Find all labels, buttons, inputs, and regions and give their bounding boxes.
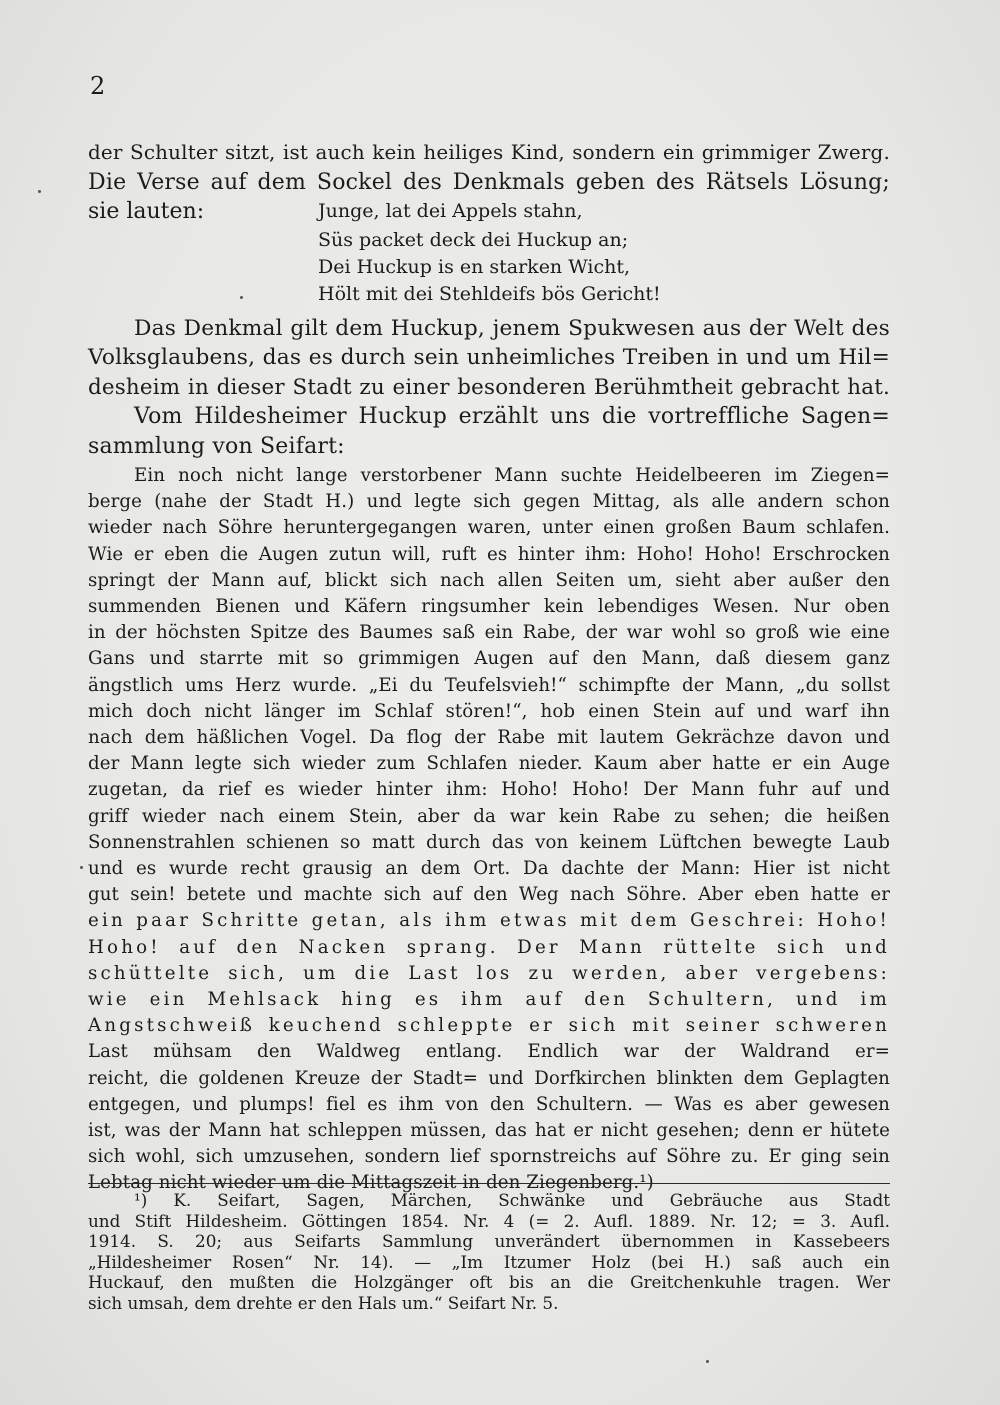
text-line: Das Denkmal gilt dem Huckup, jenem Spukwesen aus der Welt des xyxy=(134,315,890,341)
quote-line: sich wohl, sich umzusehen, sondern lief spornstreichs auf Söhre zu. Er ging sein xyxy=(88,1146,890,1168)
footnote-line: und Stift Hildesheim. Göttingen 1854. Nr. 4 (= 2. Aufl. 1889. Nr. 12; = 3. Aufl. xyxy=(88,1210,890,1231)
text-line: Die Verse auf dem Sockel des Denkmals geben des Rätsels Lösung; xyxy=(88,169,890,195)
quote-line: entgegen, und plumps! fiel es ihm von den Schultern. — Was es aber gewesen xyxy=(88,1093,890,1115)
text-line: desheim in dieser Stadt zu einer besonderen Berühmtheit gebracht hat. xyxy=(88,374,890,400)
verse-block xyxy=(88,227,890,308)
footnote-separator xyxy=(88,1183,890,1184)
quote-line: Wie er eben die Augen zutun will, ruft es hinter ihm: Hoho! Hoho! Erschrocken xyxy=(88,543,890,565)
quote-line: ein paar Schritte getan, als ihm etwas mit dem Geschrei: Hoho! xyxy=(88,910,890,932)
quote-line: wie ein Mehlsack hing es ihm auf den Schultern, und im xyxy=(88,989,890,1011)
quote-line: in der höchsten Spitze des Baumes saß ein Rabe, der war wohl so groß wie eine xyxy=(88,622,890,644)
paper-speck xyxy=(240,296,243,299)
footnote-line: Huckauf, den mußten die Holzgänger oft bis an die Greitchenkuhle tragen. Wer xyxy=(88,1272,890,1292)
quote-line: und es wurde recht grausig an dem Ort. Da dachte der Mann: Hier ist nicht xyxy=(88,858,890,880)
quote-line: ist, was der Mann hat schleppen müssen, das hat er nicht gesehen; denn er hütete xyxy=(88,1120,890,1142)
quote-line: schüttelte sich, um die Last los zu werden, aber vergebens: xyxy=(88,962,890,984)
quote-line: mich doch nicht länger im Schlaf stören!“, hob einen Stein auf und warf ihn xyxy=(88,700,890,722)
text-line: der Schulter sitzt, ist auch kein heiliges Kind, sondern ein grimmiger Zwerg. xyxy=(88,141,890,164)
verse-intro-row xyxy=(88,197,890,227)
footnote-line: „Hildesheimer Rosen“ Nr. 14). — „Im Itzumer Holz (bei H.) saß auch ein xyxy=(88,1251,890,1272)
verse-line: Süs packet deck dei Huckup an; xyxy=(318,228,629,251)
text-line: Vom Hildesheimer Huckup erzählt uns die vortreffliche Sagen= xyxy=(134,404,890,429)
paper-speck xyxy=(706,1360,709,1363)
footnote-line: ¹) K. Seifart, Sagen, Märchen, Schwänke und Gebräuche aus Stadt xyxy=(134,1190,890,1210)
quote-line: gut sein! betete und machte sich auf den Weg nach Söhre. Aber eben hatte er xyxy=(88,884,890,906)
quote-line: zugetan, da rief es wieder hinter ihm: Hoho! Hoho! Der Mann fuhr auf und xyxy=(88,779,890,801)
quote-line: berge (nahe der Stadt H.) und legte sich gegen Mittag, als alle andern schon xyxy=(88,491,890,513)
text-line: Volksglaubens, das es durch sein unheimliches Treiben in und um Hil= xyxy=(88,345,890,370)
quote-line: reicht, die goldenen Kreuze der Stadt= und Dorfkirchen blinkten dem Geplagten xyxy=(88,1067,890,1089)
page-number: 2 xyxy=(90,72,106,100)
quote-line: Gans und starrte mit so grimmigen Augen auf den Mann, daß diesem ganz xyxy=(88,648,890,670)
quote-line: Hoho! auf den Nacken sprang. Der Mann rüttelte sich und xyxy=(88,936,890,958)
verse-line: Dei Huckup is en starken Wicht, xyxy=(318,255,631,278)
paper-speck xyxy=(38,190,41,193)
quote-line: Ein noch nicht lange verstorbener Mann suchte Heidelbeeren im Ziegen= xyxy=(134,465,890,486)
footnote xyxy=(88,1190,890,1313)
footnote-line: sich umsah, dem drehte er den Hals um.“ Seifart Nr. 5. xyxy=(88,1292,559,1313)
quote-line: springt der Mann auf, blickt sich nach allen Seiten um, sieht aber außer den xyxy=(88,569,890,591)
footnote-line: 1914. S. 20; aus Seifarts Sammlung unverändert übernommen in Kassebeers xyxy=(88,1231,890,1251)
quote-line: Angstschweiß keuchend schleppte er sich mit seiner schweren xyxy=(88,1015,890,1037)
quote-line: wieder nach Söhre heruntergegangen waren, unter einen großen Baum schlafen. xyxy=(88,517,890,539)
quote-line: Last mühsam den Waldweg entlang. Endlich war der Waldrand er= xyxy=(88,1041,890,1063)
text-line: sie lauten: xyxy=(88,199,205,224)
quote-line: griff wieder nach einem Stein, aber da war kein Rabe zu sehen; die heißen xyxy=(88,805,890,827)
quote-line: der Mann legte sich wieder zum Schlafen nieder. Kaum aber hatte er ein Auge xyxy=(88,753,890,775)
quote-line: ängstlich ums Herz wurde. „Ei du Teufelsvieh!“ schimpfte der Mann, „du sollst xyxy=(88,674,890,696)
quote-line: summenden Bienen und Käfern ringsumher kein lebendiges Wesen. Nur oben xyxy=(88,596,890,618)
paper-speck xyxy=(80,866,83,869)
verse-line: Junge, lat dei Appels stahn, xyxy=(318,200,583,222)
quote-line: Lebtag nicht wieder um die Mittagszeit in den Ziegenberg.¹) xyxy=(88,1172,654,1194)
quote-line: nach dem häßlichen Vogel. Da flog der Rabe mit lautem Gekrächze davon und xyxy=(88,727,890,749)
quoted-legend xyxy=(88,463,890,1197)
quote-line: Sonnenstrahlen schienen so matt durch das von keinem Lüftchen bewegte Laub xyxy=(88,831,890,853)
text-line: sammlung von Seifart: xyxy=(88,433,345,459)
verse-line: Hölt mit dei Stehldeifs bös Gericht! xyxy=(318,282,661,305)
main-text xyxy=(88,138,890,1197)
